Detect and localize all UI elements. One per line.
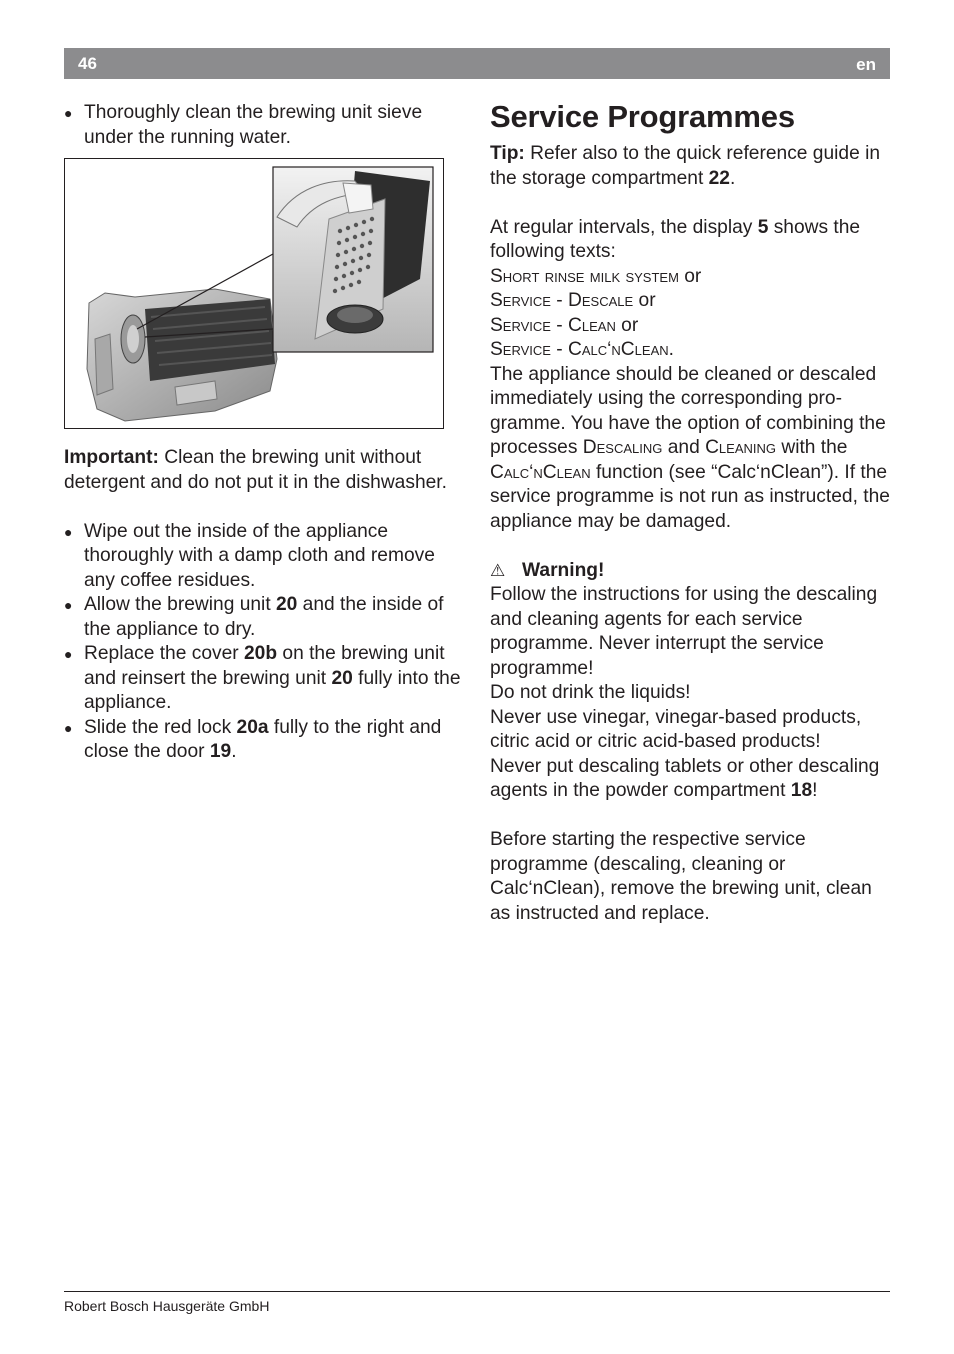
text-run: Never put descaling tablets or other descaling agents in the powder compartment bbox=[490, 755, 880, 801]
tip-label: Tip: bbox=[490, 143, 525, 164]
language-code: en bbox=[856, 55, 876, 74]
text-run: . bbox=[668, 339, 674, 360]
display-text: Service - Calc‘nClean bbox=[490, 339, 669, 360]
process-name: Descaling bbox=[582, 437, 663, 458]
ref-number: 20a bbox=[236, 716, 269, 738]
important-note bbox=[64, 446, 462, 495]
list-item: ● Thoroughly clean the brewing unit sieve under the running water. bbox=[64, 101, 462, 150]
warning-line: Never use vinegar, vinegar-based products, citric acid or citric acid-based products! bbox=[490, 706, 862, 752]
section-title: Service Programmes bbox=[490, 99, 795, 134]
display-text: Service - Descale bbox=[490, 290, 634, 311]
brewing-unit-drawing bbox=[65, 159, 443, 428]
display-text: Short rinse milk system bbox=[490, 265, 679, 287]
list-item bbox=[64, 593, 462, 642]
text-run: or bbox=[615, 314, 639, 336]
bullet-list-top bbox=[64, 101, 462, 150]
text-run: . bbox=[231, 741, 237, 762]
display-text-line bbox=[490, 265, 892, 290]
brewing-unit-illustration bbox=[64, 158, 444, 429]
cleaning-paragraph bbox=[490, 363, 892, 535]
function-name: Calc‘nClean bbox=[490, 461, 591, 483]
text-run: shows the following texts: bbox=[490, 216, 861, 262]
ref-number: 5 bbox=[757, 216, 769, 238]
display-text-line bbox=[490, 314, 892, 339]
text-run: or bbox=[678, 265, 702, 287]
warning-heading bbox=[490, 559, 892, 584]
display-text-line bbox=[490, 289, 892, 314]
page-header-bar bbox=[64, 48, 890, 79]
text-run: At regular intervals, the display bbox=[490, 216, 758, 238]
intro-paragraph bbox=[490, 216, 892, 265]
warning-line: Do not drink the liquids! bbox=[490, 682, 691, 703]
text-run: and bbox=[662, 437, 706, 458]
ref-number: 20b bbox=[243, 643, 278, 664]
ref-number: 20 bbox=[331, 667, 353, 689]
important-text: Clean the brewing unit without detergent and do not put it in the dishwasher. bbox=[64, 447, 447, 493]
text-run: Replace the cover bbox=[84, 643, 244, 664]
text-run: fully into the appliance. bbox=[84, 667, 461, 713]
text-run: Allow the brewing unit bbox=[84, 594, 276, 615]
display-text: Service - Clean bbox=[490, 314, 616, 336]
ref-number: 20 bbox=[275, 594, 298, 615]
warning-line bbox=[490, 755, 892, 804]
right-column bbox=[490, 101, 892, 926]
footer-company: Robert Bosch Hausgeräte GmbH bbox=[64, 1298, 270, 1314]
text-run: function (see “Calc‘nClean”). If the service programme is not run as instructed, the appliance may be damaged. bbox=[490, 461, 890, 532]
list-item bbox=[64, 716, 462, 765]
display-text-line bbox=[490, 338, 892, 363]
warning-label: Warning! bbox=[522, 559, 605, 581]
left-column bbox=[64, 101, 462, 765]
warning-icon: ⚠ bbox=[490, 560, 506, 580]
text-run: on the brewing unit and reinsert the brewing unit bbox=[84, 643, 445, 689]
text-run: with the bbox=[776, 437, 848, 458]
text-run: and the inside of the appliance to dry. bbox=[84, 594, 444, 640]
ref-number: 19 bbox=[209, 741, 232, 762]
ref-number: 22 bbox=[708, 167, 730, 189]
tip-paragraph bbox=[490, 142, 892, 191]
text-run: The appliance should be cleaned or descaled immediately using the corresponding programme. You have the option of combining the processes bbox=[490, 363, 886, 458]
footer-divider bbox=[64, 1291, 890, 1292]
closing-paragraph: Before starting the respective service programme (descaling, cleaning or Calc‘nClean), remove the brewing unit, clean as instructed and replace. bbox=[490, 829, 872, 924]
list-item bbox=[64, 642, 462, 716]
text-run: Refer also to the quick reference guide in the storage compartment bbox=[490, 143, 881, 189]
ref-number: 18 bbox=[790, 780, 813, 801]
text-run: fully to the right and close the door bbox=[84, 716, 442, 762]
text-run: Slide the red lock bbox=[84, 716, 237, 738]
list-item: ● Wipe out the inside of the appliance thoroughly with a damp cloth and remove any coffee residues. bbox=[64, 520, 462, 594]
process-name: Cleaning bbox=[705, 437, 777, 458]
text-run: . bbox=[729, 167, 736, 189]
bullet-list-bottom bbox=[64, 520, 462, 765]
text-run: or bbox=[633, 290, 656, 311]
page-number: 46 bbox=[78, 54, 97, 73]
important-label: Important: bbox=[64, 447, 159, 468]
text-run: ! bbox=[812, 780, 818, 801]
warning-line: Follow the instructions for using the descaling and cleaning agents for each service programme. Never interrupt the service programme! bbox=[490, 584, 878, 679]
